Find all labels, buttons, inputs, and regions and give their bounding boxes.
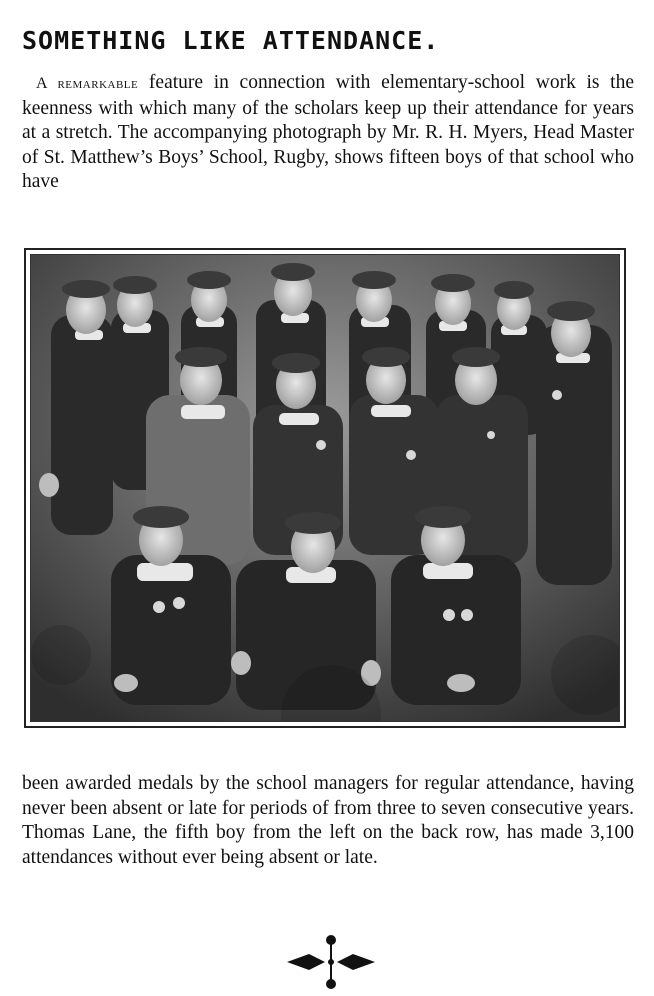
paragraph-lead-words: A remarkable <box>36 75 139 92</box>
group-photograph <box>24 248 626 728</box>
article-paragraph-1 <box>22 71 634 195</box>
article-paragraph-2: been awarded medals by the school managers for regular attendance, having never been absent or late for periods of from three to seven consecutive years. Thomas Lane, the fifth boy from the left on the back row, has made 3,100 attendances without ever being absent or late. <box>22 773 634 868</box>
paragraph-1-text: feature in connection with elementary-school work is the keenness with which many of the scholars keep up their attendance for years at a stretch. The accompanying photograph by Mr. R. H. Myers, Head Master of St. Matthew’s Boys’ School, Rugby, shows fifteen boys of that school who have <box>22 72 635 192</box>
article-title: SOMETHING LIKE ATTENDANCE. <box>22 26 440 55</box>
photograph-image <box>30 254 620 722</box>
decorative-fleuron-icon <box>285 934 377 990</box>
photograph-illustration <box>31 255 620 721</box>
ornament-icon <box>285 934 377 990</box>
